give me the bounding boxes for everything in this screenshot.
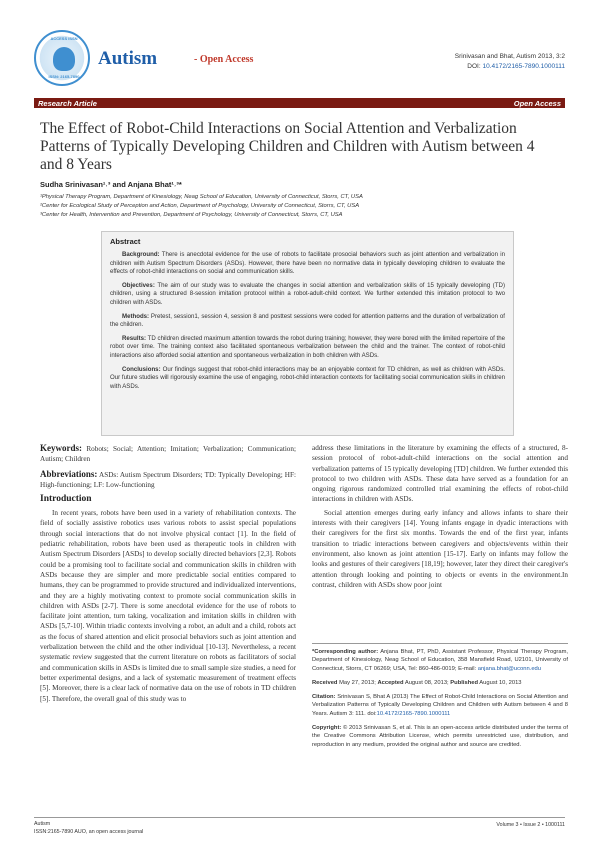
logo-bottom-text: ISSN: 2165-7890	[48, 74, 80, 79]
page-footer	[34, 817, 565, 836]
abstract-conclusions: Conclusions: Our findings suggest that robot-child interactions may be an enjoyable context for TD children, as well as children with ASDs. Our future studies will rigorously examine the use of engaging, robot-child interaction contexts for facilitating social communication skills in children with ASDs.	[110, 365, 505, 390]
keywords: Keywords: Robots; Social; Attention; Imitation; Verbalization; Communication; Autism; Children	[40, 443, 296, 464]
citation-doi-link[interactable]: 10.4172/2165-7890.1000111	[376, 710, 451, 717]
article-title: The Effect of Robot-Child Interactions on Social Attention and Verbalization Patterns of Typically Developing Children and Children with Autism between 4 and 8 Years	[40, 120, 535, 173]
abstract-results: Results: TD children directed maximum attention towards the robot during training; however, they were bored with the limited repertoire of the robot over time. The training context also facilitated spontaneous verbalization between the child and the trainer. The context of robot-child interactions also afforded social attention and spontaneous verbalization in both children with ASDs.	[110, 334, 505, 359]
dates: Received May 27, 2013; Accepted August 08, 2013; Published August 10, 2013	[312, 679, 522, 686]
header-citation	[365, 52, 565, 72]
abbreviations: Abbreviations: ASDs: Autism Spectrum Disorders; TD: Typically Developing; HF: High-functioning; LF: Low-functioning	[40, 468, 296, 489]
doi-line: DOI: 10.4172/2165-7890.1000111	[467, 63, 565, 70]
footer-journal: Autism	[34, 821, 51, 827]
correspondence-box	[312, 643, 568, 755]
footer-volume: Volume 3 • Issue 2 • 1000111	[496, 822, 565, 828]
citation-block: Citation: Srinivasan S, Bhat A (2013) The Effect of Robot-Child Interactions on Social Attention and Verbalization Patterns of Typically Developing Children and Children with Autism between 4 and 8 Years. Autism 3: 111. doi:10.4172/2165-7890.1000111	[312, 694, 568, 717]
affiliation-item: ³Center for Health, Intervention and Prevention, Department of Psychology, University of Connecticut, Storrs, CT, USA	[40, 212, 343, 218]
article-type-bar	[34, 98, 565, 108]
footer-issn: ISSN:2165-7890 AUO, an open access journal	[34, 828, 144, 835]
abstract-box	[101, 231, 514, 436]
abstract-background: Background: There is anecdotal evidence for the use of robots to facilitate prosocial behaviors such as joint attention and verbalization in children with Autism Spectrum Disorders (ASDs). However, there have been no normative data in typically developing children to evaluate the effects of robot-child interactions on social and communication skills.	[110, 251, 505, 276]
open-access-label: Open Access	[513, 99, 561, 108]
email-link[interactable]: anjana.bhat@uconn.edu	[477, 665, 541, 672]
body-paragraph: address these limitations in the literature by examining the effects of a structured, 8-session protocol of robot-adult-child interactions on the social attention and verbalization patterns of 15 typically developing [TD] children. We further extended this protocol to two children with ASDs. These data have served as a foundation for an ongoing rigorous randomized controlled trial examining the effects of robot-child interactions in children with ASDs.	[312, 444, 568, 504]
intro-paragraph: In recent years, robots have been used in a variety of rehabilitation contexts. The field of socially assistive robotics uses various robots to assist special populations through social interactions that do not involve physical contact [1]. In the field of pediatric rehabilitation, robots have been used as therapeutic tools in children with Autism Spectrum Disorders [ASDs] to develop socially directed behaviors [2,3]. Robots could be a promising tool to facilitate social and communication skills in children with ASDs because they are simpler and more predictable social entities compared to humans, they can be programmed to provide structured and individualized interventions, and they are a highly motivating context to promote social communication skills in children with ASDs [2-7]. There is some anecdotal evidence for the use of robots to facilitate joint attention, turn taking, vocalization and imitation skills in children with ASDs [5,7-10]. Within triadic contexts involving a robot, an adult and a child, robots act as the focus of shared attention and elicit prosocial behaviors such as joint attention and verbalization between the child and the other individual [10-13]. Nevertheless, a recent systematic review suggested that the current literature on robots as facilitators of social and communication skills in ASDs is limited due to small sample size studies, a need for better experimental designs, and a lack of systematic measurement of treatment effects [5]. Moreover, there is a clear lack of normative data on the use of robots in TD children [5]. Therefore, the overall goal of this study was to	[40, 509, 296, 703]
page-header	[34, 30, 565, 90]
corresponding-author: *Corresponding author: Anjana Bhat, PT, PhD, Assistant Professor, Physical Therapy Program, Department of Kinesiology, Neag School of Education, 358 Mansfield Road, U2101, University of Connecticut, Storrs, CT 06269; USA, Tel: 860-486-0019; E-mail: anjana.bhat@uconn.edu	[312, 649, 569, 672]
abstract-methods: Methods: Pretest, session1, session 4, session 8 and posttest sessions were coded for attention patterns and the duration of verbalization of the children.	[110, 312, 505, 329]
citation-line: Srinivasan and Bhat, Autism 2013, 3:2	[454, 53, 565, 60]
copyright-block: Copyright: © 2013 Srinivasan S, et al. This is an open-access article distributed under the terms of the Creative Commons Attribution License, which permits unrestricted use, distribution, and reproduction in any medium, provided the original author and source are credited.	[312, 725, 568, 748]
article-type-label: Research Article	[38, 99, 97, 108]
author-list: Sudha Srinivasan¹˒³ and Anjana Bhat¹˒³*	[40, 180, 182, 189]
affiliation-item: ¹Physical Therapy Program, Department of Kinesiology, Neag School of Education, University of Connecticut, Storrs, CT, USA	[40, 194, 363, 200]
introduction-heading: Introduction	[40, 494, 92, 505]
right-column	[312, 443, 568, 593]
journal-name: Autism	[98, 48, 158, 69]
journal-subtitle: - Open Access	[194, 54, 254, 65]
journal-logo	[34, 30, 90, 86]
abstract-objectives: Objectives: The aim of our study was to evaluate the changes in social attention and verbalization skills of 15 typically developing (TD) children, using a structured 8-session imitation protocol within a robot-adult-child context. We further extended this imitation protocol to two children with ASDs.	[110, 281, 505, 306]
logo-top-text: ACCESS ISSN	[50, 36, 78, 41]
abstract-heading: Abstract	[110, 237, 141, 246]
affiliation-item: ²Center for Ecological Study of Perception and Action, Department of Psychology, University of Connecticut, Storrs, CT, USA	[40, 203, 360, 209]
left-column	[40, 443, 296, 707]
head-silhouette-icon	[53, 47, 75, 71]
doi-link[interactable]: 10.4172/2165-7890.1000111	[482, 63, 565, 70]
affiliations	[40, 193, 560, 220]
body-paragraph: Social attention emerges during early infancy and allows infants to share their interests with their caregivers [14]. Young infants engage in dyadic interactions with their caregivers for the first six months. Towards the end of the first year, infants transition to triadic interactions between caregivers and objects/events within their environment, also known as joint attention [15-17]. Early on infants may follow the looks and gestures of their caregivers [18,19]; however, later they direct their caregiver's attention through looking and pointing to objects or events in the environment.In contrast, children with ASDs show poor joint	[312, 508, 568, 589]
